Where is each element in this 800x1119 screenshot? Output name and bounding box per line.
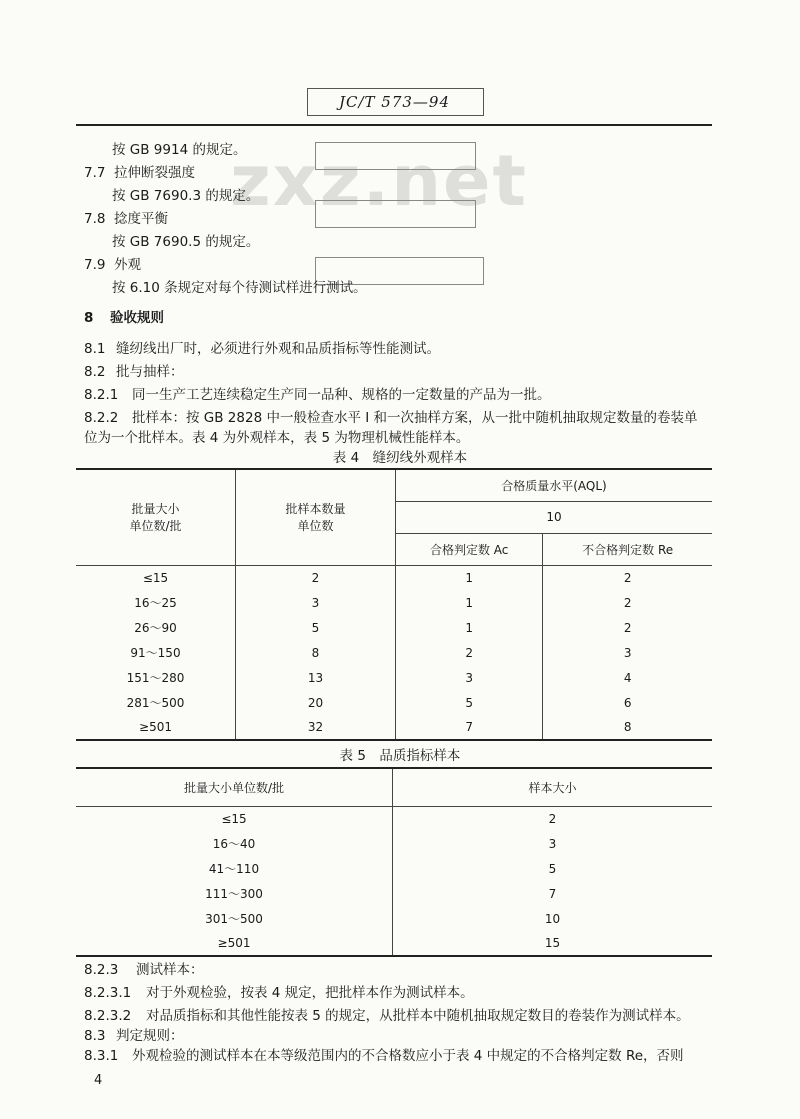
blank-box-1 (315, 142, 476, 170)
clause-8-2-2: 8.2.2 批样本：按 GB 2828 中一般检查水平 I 和一次抽样方案，从一批中随机抽取规定数量的卷装单 (84, 410, 698, 426)
clause-7-8: 7.8 捻度平衡 (84, 211, 168, 227)
clause-8-2-1: 8.2.1 同一生产工艺连续稳定生产同一品种、规格的一定数量的产品为一批。 (84, 387, 551, 403)
section-8-heading: 8 验收规则 (84, 310, 164, 326)
table5-caption: 表 5 品质指标样本 (339, 748, 461, 764)
clause-7-8-text: 按 GB 7690.5 的规定。 (112, 234, 260, 250)
t5-col-size: 样本大小 (393, 768, 713, 806)
table4 (76, 468, 712, 741)
t4-aql-title: 合格质量水平(AQL) (396, 469, 713, 501)
t4-aql-value: 10 (396, 501, 713, 533)
t4-col-batch: 批量大小 单位数/批 (76, 469, 236, 565)
table-row: 281～500 20 5 6 (76, 690, 712, 715)
table-row: 111～300 7 (76, 881, 712, 906)
t4-col-reject: 不合格判定数 Re (543, 533, 712, 565)
t4-col-sample: 批样本数量 单位数 (236, 469, 396, 565)
clause-7-7-text: 按 GB 7690.3 的规定。 (112, 188, 260, 204)
table-row: ≥501 32 7 8 (76, 715, 712, 740)
table-row: 301～500 10 (76, 906, 712, 931)
table-row: 16～25 3 1 2 (76, 590, 712, 615)
standard-number: JC/T 573—94 (338, 93, 451, 111)
page-number: 4 (94, 1073, 103, 1088)
table-row: ≤15 2 (76, 806, 712, 831)
clause-8-1: 8.1 缝纫线出厂时，必须进行外观和品质指标等性能测试。 (84, 341, 440, 357)
table-row: 91～150 8 2 3 (76, 640, 712, 665)
clause-8-3-1: 8.3.1 外观检验的测试样本在本等级范围内的不合格数应小于表 4 中规定的不合格判定数 Re，否则 (84, 1048, 684, 1064)
t4-col-accept: 合格判定数 Ac (396, 533, 543, 565)
line-7-6-text: 按 GB 9914 的规定。 (112, 142, 247, 158)
header-rule (76, 124, 712, 126)
clause-8-3: 8.3 判定规则： (84, 1028, 184, 1044)
table-row: ≤15 2 1 2 (76, 565, 712, 590)
table4-caption: 表 4 缝纫线外观样本 (332, 450, 468, 466)
clause-7-9-text: 按 6.10 条规定对每个待测试样进行测试。 (112, 280, 367, 296)
clause-8-2: 8.2 批与抽样： (84, 364, 184, 380)
t5-col-batch: 批量大小单位数/批 (76, 768, 393, 806)
table-row: 41～110 5 (76, 856, 712, 881)
clause-8-2-3: 8.2.3 测试样本： (84, 962, 204, 978)
clause-7-7: 7.7 拉伸断裂强度 (84, 165, 195, 181)
clause-8-2-3-2: 8.2.3.2 对品质指标和其他性能按表 5 的规定，从批样本中随机抽取规定数目的卷装作为测试样本。 (84, 1008, 690, 1024)
watermark: zxz.net (230, 140, 528, 222)
clause-8-2-3-1: 8.2.3.1 对于外观检验，按表 4 规定，把批样本作为测试样本。 (84, 985, 474, 1001)
table-row: 16～40 3 (76, 831, 712, 856)
table-row: 26～90 5 1 2 (76, 615, 712, 640)
table-row: ≥501 15 (76, 931, 712, 956)
clause-7-9: 7.9 外观 (84, 257, 141, 273)
clause-8-2-2-cont: 位为一个批样本。表 4 为外观样本，表 5 为物理机械性能样本。 (84, 430, 470, 446)
blank-box-2 (315, 200, 476, 228)
table-row: 151～280 13 3 4 (76, 665, 712, 690)
table5 (76, 767, 712, 957)
